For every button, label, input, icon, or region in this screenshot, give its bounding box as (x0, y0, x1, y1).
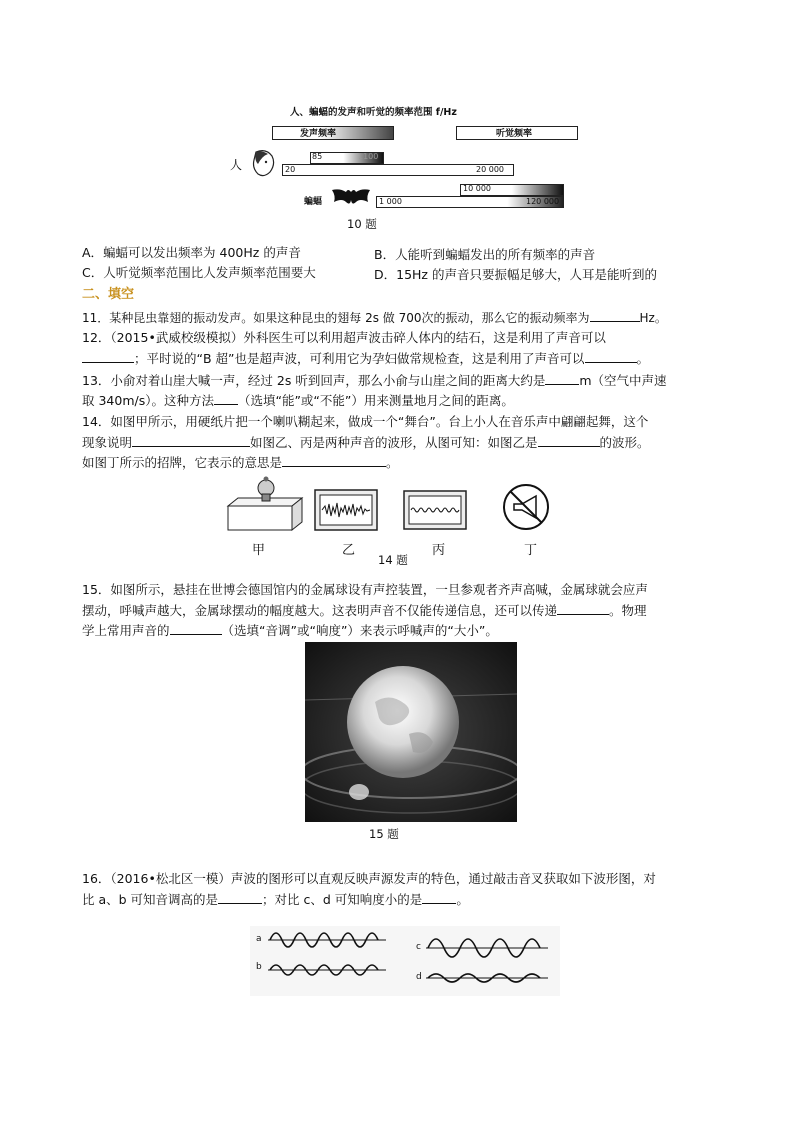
q15-blank-2[interactable] (170, 622, 222, 635)
human-emit-low: 85 (312, 152, 323, 161)
question-16-line1: 16．（2016•松北区一模）声波的图形可以直观反映声源发声的特色，通过敲击音叉获取如下波形图，对 (82, 871, 656, 886)
bat-hear-high: 120 000 (526, 197, 560, 206)
option-b: B．人能听到蝙蝠发出的所有频率的声音 (374, 247, 596, 262)
q14-text-5: 。 (386, 455, 399, 470)
waveform-b (268, 958, 386, 982)
q13-blank-1[interactable] (545, 372, 579, 385)
option-d: D．15Hz 的声音只要振幅足够大，人耳是能听到的 (374, 267, 657, 282)
q16-text-3: 。 (456, 892, 469, 907)
q13-text-2: m（空气中声速 (579, 373, 667, 388)
fig-label-ding: 丁 (524, 543, 538, 558)
q16-blank-1[interactable] (218, 891, 262, 904)
option-c: C．人听觉频率范围比人发声频率范围要大 (82, 265, 316, 280)
q16-text-2: ；对比 c、d 可知响度小的是 (262, 892, 423, 907)
question-15-line1: 15．如图所示，悬挂在世博会德国馆内的金属球设有声控装置，一旦参观者齐声高喊，金属球就会应声 (82, 582, 648, 597)
q12-blank-1[interactable] (82, 350, 134, 363)
question-14-line1: 14．如图甲所示，用硬纸片把一个喇叭糊起来，做成一个“舞台”。台上小人在音乐声中翩翩起舞，这个 (82, 414, 649, 429)
q14-blank-3[interactable] (282, 454, 386, 467)
option-a: A．蝙蝠可以发出频率为 400Hz 的声音 (82, 245, 301, 260)
human-emit-high: 1100 (358, 152, 379, 161)
figure-14-caption: 14 题 (378, 553, 408, 567)
q15-text-3: 学上常用声音的 (82, 623, 170, 638)
q12-end: 。 (636, 351, 650, 366)
question-16-line2 (82, 891, 469, 908)
wave-label-b: b (256, 962, 262, 972)
q11-text: 11．某种昆虫靠翅的振动发声。如果这种昆虫的翅每 2s 做 700次的振动，那么它的振动频率为 (82, 311, 590, 325)
figure-10-caption: 10 题 (347, 217, 377, 231)
human-label: 人 (230, 158, 243, 172)
q13-blank-2[interactable] (214, 392, 238, 405)
bat-icon (330, 186, 372, 208)
question-12-line2 (82, 350, 649, 367)
question-12-line1: 12．（2015•武威校级模拟）外科医生可以利用超声波击碎人体内的结石，这是利用了声音可以 (82, 330, 606, 345)
figure-10-title: 人、蝙蝠的发声和听觉的频率范围 f/Hz (290, 107, 457, 118)
q14-text-1: 现象说明 (82, 435, 133, 450)
figure-15-photo (305, 642, 517, 822)
figure-16 (250, 926, 560, 996)
figure-10 (230, 104, 570, 214)
fig-label-yi: 乙 (342, 543, 356, 558)
question-14-line2 (82, 434, 650, 451)
bat-emit-low: 10 000 (463, 184, 491, 193)
wave-label-d: d (416, 972, 422, 982)
figure-15-caption: 15 题 (369, 827, 399, 841)
section-heading: 二、填空 (82, 287, 135, 302)
no-horn-sign-icon (500, 482, 552, 532)
q12-text-2: ；平时说的“B 超”也是超声波，可利用它为孕妇做常规检查，这是利用了声音可以 (134, 351, 585, 366)
question-14-line3 (82, 454, 399, 471)
legend-hear-label: 听觉频率 (496, 129, 533, 139)
q13-text-1: 13．小俞对着山崖大喊一声，经过 2s 听到回声，那么小俞与山崖之间的距离大约是 (82, 373, 546, 388)
wave-label-a: a (256, 934, 262, 944)
bat-label: 蝙蝠 (304, 197, 323, 207)
q14-text-3: 的波形。 (599, 435, 650, 450)
human-hear-low: 20 (285, 165, 296, 174)
figure-14-waveform-bing (403, 490, 467, 530)
q12-blank-2[interactable] (585, 350, 637, 363)
legend-emit-label: 发声频率 (300, 129, 337, 139)
question-13-line2 (82, 392, 514, 409)
q15-blank-1[interactable] (557, 602, 609, 615)
waveform-d (426, 966, 548, 990)
q11-blank[interactable] (590, 309, 640, 322)
figure-14-waveform-yi (314, 489, 378, 531)
question-15-line2 (82, 602, 647, 619)
q13-text-4: （选填“能”或“不能”）用来测量地月之间的距离。 (237, 393, 514, 408)
q11-unit: Hz。 (639, 311, 667, 325)
q16-blank-2[interactable] (422, 891, 456, 904)
bat-hear-low: 1 000 (379, 197, 402, 206)
q15-text-4: （选填“音调”或“响度”）来表示呼喊声的“大小”。 (221, 623, 498, 638)
waveform-a (268, 928, 386, 952)
waveform-c (426, 934, 548, 962)
q16-text-1: 比 a、b 可知音调高的是 (82, 892, 219, 907)
human-hear-high: 20 000 (476, 165, 504, 174)
fig-label-jia: 甲 (252, 543, 266, 558)
q14-text-4: 如图丁所示的招牌，它表示的意思是 (82, 455, 283, 470)
human-head-icon (248, 148, 278, 178)
q13-text-3: 取 340m/s）。这种方法 (82, 393, 214, 408)
question-15-line3 (82, 622, 498, 639)
q14-blank-1[interactable] (132, 434, 250, 447)
wave-label-c: c (416, 942, 421, 952)
question-11 (82, 309, 667, 326)
figure-14-stage (222, 476, 304, 536)
fig-label-bing: 丙 (432, 543, 446, 558)
q15-text-1: 摆动，呼喊声越大，金属球摆动的幅度越大。这表明声音不仅能传递信息，还可以传递 (82, 603, 558, 618)
q14-text-2: 如图乙、丙是两种声音的波形，从图可知：如图乙是 (250, 435, 538, 450)
question-13-line1 (82, 372, 667, 389)
q15-text-2: 。物理 (609, 603, 647, 618)
q14-blank-2[interactable] (538, 434, 600, 447)
